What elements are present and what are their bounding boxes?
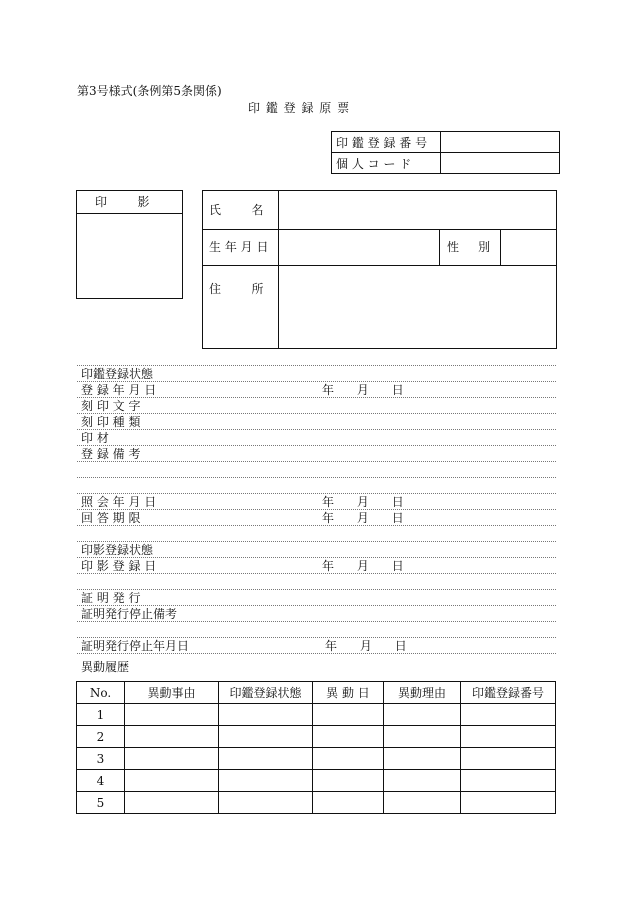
dotted-line: [77, 429, 556, 430]
dotted-line: [77, 477, 556, 478]
personal-code-field[interactable]: [441, 153, 560, 174]
dotted-line: [77, 557, 556, 558]
name-field[interactable]: [279, 191, 556, 229]
history-header-row: [77, 682, 556, 704]
personal-info-box: [202, 190, 557, 349]
table-cell[interactable]: [384, 726, 461, 748]
inquiry-date-label: 照 会 年 月 日: [81, 495, 157, 509]
dotted-line: [77, 493, 556, 494]
col-header-no: No.: [77, 682, 125, 704]
seal-image-date-label: 印 影 登 録 日: [81, 559, 157, 573]
registration-date-value: 年 月 日: [322, 383, 404, 397]
seal-impression-label: 印 影: [95, 195, 150, 209]
history-table: [76, 681, 556, 814]
dotted-line: [77, 445, 556, 446]
table-cell[interactable]: [313, 726, 384, 748]
certificate-stop-remarks-label: 証明発行停止備考: [81, 607, 178, 621]
address-label: 住 所: [209, 282, 264, 296]
dotted-line: [77, 621, 556, 622]
form-number: 第3号様式(条例第5条関係): [77, 84, 222, 98]
table-cell[interactable]: [219, 770, 313, 792]
sex-field[interactable]: [501, 230, 556, 265]
dotted-line: [77, 397, 556, 398]
seal-image-status-label: 印影登録状態: [81, 543, 154, 557]
table-cell[interactable]: [219, 726, 313, 748]
col-header-change-reason: 異動理由: [384, 682, 461, 704]
sex-divider: [439, 229, 440, 266]
dotted-line: [77, 605, 556, 606]
table-row: [77, 704, 556, 726]
col-header-change-date: 異 動 日: [313, 682, 384, 704]
col-header-reason: 異動事由: [125, 682, 219, 704]
carved-type-label: 刻 印 種 類: [81, 415, 141, 429]
material-label: 印 材: [81, 431, 109, 445]
inquiry-date-value: 年 月 日: [322, 495, 404, 509]
table-cell[interactable]: [461, 704, 556, 726]
table-cell[interactable]: [313, 792, 384, 814]
dotted-line: [77, 541, 556, 542]
table-cell[interactable]: [461, 792, 556, 814]
registration-status-label: 印鑑登録状態: [81, 367, 154, 381]
history-title: 異動履歴: [81, 660, 130, 674]
registration-number-field[interactable]: [441, 132, 560, 153]
dotted-line: [77, 413, 556, 414]
table-cell[interactable]: [384, 770, 461, 792]
response-deadline-label: 回 答 期 限: [81, 511, 141, 525]
registration-remarks-label: 登 録 備 考: [81, 447, 141, 461]
dotted-line: [77, 589, 556, 590]
dotted-line: [77, 461, 556, 462]
dotted-line: [77, 365, 556, 366]
carved-text-label: 刻 印 文 字: [81, 399, 141, 413]
table-cell[interactable]: [125, 770, 219, 792]
birthdate-field[interactable]: [279, 230, 439, 265]
page-title: 印 鑑 登 録 原 票: [248, 101, 351, 115]
row-number: 2: [77, 726, 125, 748]
table-cell[interactable]: [125, 792, 219, 814]
col-header-reg-number: 印鑑登録番号: [461, 682, 556, 704]
address-field[interactable]: [279, 266, 556, 348]
row-number: 1: [77, 704, 125, 726]
dotted-line: [77, 381, 556, 382]
table-cell[interactable]: [125, 726, 219, 748]
table-cell[interactable]: [313, 748, 384, 770]
dotted-line: [77, 637, 556, 638]
table-row: [77, 770, 556, 792]
table-row: [77, 726, 556, 748]
response-deadline-value: 年 月 日: [322, 511, 404, 525]
registration-date-label: 登 録 年 月 日: [81, 383, 157, 397]
personal-code-label: 個 人 コ ー ド: [332, 153, 441, 174]
table-cell[interactable]: [219, 792, 313, 814]
sex-label: 性 別: [447, 240, 491, 254]
table-cell[interactable]: [313, 704, 384, 726]
row-number: 5: [77, 792, 125, 814]
row-number: 4: [77, 770, 125, 792]
dotted-line: [77, 653, 556, 654]
certificate-stop-date-value: 年 月 日: [325, 639, 407, 653]
table-row: [77, 748, 556, 770]
certificate-issue-label: 証 明 発 行: [81, 591, 141, 605]
certificate-stop-date-label: 証明発行停止年月日: [81, 639, 190, 653]
table-row: [77, 792, 556, 814]
table-cell[interactable]: [125, 704, 219, 726]
dotted-line: [77, 509, 556, 510]
birthdate-label: 生 年 月 日: [209, 240, 269, 254]
table-cell[interactable]: [384, 704, 461, 726]
table-cell[interactable]: [384, 792, 461, 814]
name-label: 氏 名: [209, 203, 264, 217]
table-cell[interactable]: [219, 704, 313, 726]
table-cell[interactable]: [384, 748, 461, 770]
seal-impression-header: [77, 191, 182, 214]
seal-impression-area[interactable]: [77, 214, 182, 298]
registration-number-box: [331, 131, 560, 174]
table-cell[interactable]: [461, 770, 556, 792]
table-cell[interactable]: [461, 748, 556, 770]
dotted-line: [77, 525, 556, 526]
dotted-line: [77, 573, 556, 574]
seal-image-date-value: 年 月 日: [322, 559, 404, 573]
col-header-status: 印鑑登録状態: [219, 682, 313, 704]
seal-impression-box: [76, 190, 183, 299]
table-cell[interactable]: [313, 770, 384, 792]
table-cell[interactable]: [125, 748, 219, 770]
registration-number-label: 印 鑑 登 録 番 号: [332, 132, 441, 153]
row-number: 3: [77, 748, 125, 770]
table-cell[interactable]: [461, 726, 556, 748]
table-cell[interactable]: [219, 748, 313, 770]
